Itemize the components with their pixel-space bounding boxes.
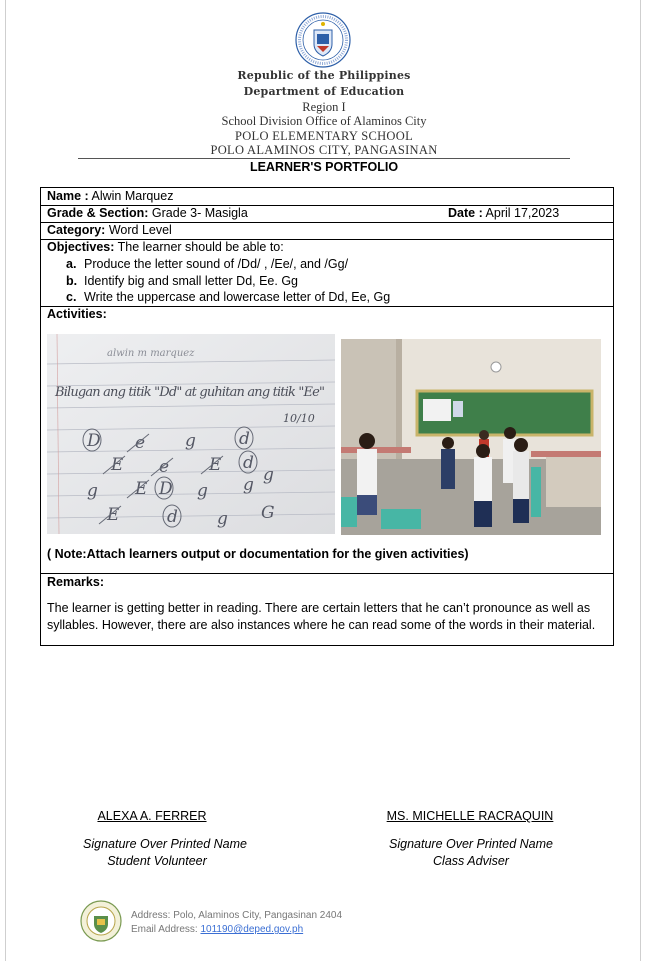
category-value: Word Level (108, 223, 172, 237)
worksheet-letter: g (263, 465, 274, 485)
worksheet-letter: E (111, 455, 124, 475)
category-label: Category: (47, 223, 106, 237)
worksheet-letter: g (185, 431, 196, 451)
objective-text: Produce the letter sound of /Dd/ , /Ee/, and /Gg/ (84, 257, 349, 271)
worksheet-letter: G (261, 503, 275, 523)
volunteer-signature-label: Signature Over Printed Name (83, 837, 247, 851)
remarks-text: The learner is getting better in reading. There are certain letters that he can’t pronounce as well as syllables. However, there are also instances where he can read some of the words in their material. (47, 601, 596, 632)
worksheet-photo (47, 334, 335, 534)
deped-seal-icon (295, 12, 351, 68)
worksheet-letter: e (159, 457, 170, 477)
footer-email-line (131, 924, 303, 935)
grade-value: Grade 3- Masigla (151, 206, 248, 220)
worksheet-letter: d (243, 453, 254, 473)
grade-row (47, 206, 248, 221)
worksheet-name-line: alwin m marquez (107, 348, 195, 359)
worksheet-letter: g (197, 481, 208, 501)
note-text: ( Note:Attach learners output or documentation for the given activities) (47, 547, 469, 561)
volunteer-role: Student Volunteer (107, 854, 207, 868)
school-logo-icon (80, 900, 122, 942)
footer-email-link[interactable]: 101190@deped.gov.ph (200, 924, 304, 935)
name-value: Alwin Marquez (91, 189, 174, 203)
objectives-intro: The learner should be able to: (117, 240, 284, 254)
worksheet-letter: D (87, 431, 101, 451)
worksheet-letter: d (167, 507, 178, 527)
header-region: Region I (302, 100, 346, 114)
worksheet-letter: E (135, 479, 148, 499)
objective-text: Write the uppercase and lowercase letter of Dd, Ee, Gg (84, 290, 391, 304)
worksheet-letter: E (107, 505, 120, 525)
worksheet-letter: g (217, 509, 228, 529)
worksheet-letter: g (243, 475, 254, 495)
header-divider (78, 158, 570, 159)
grade-label: Grade & Section: (47, 206, 149, 220)
worksheet-letter: E (209, 455, 222, 475)
objectives-row (47, 240, 284, 255)
footer-email-label: Email Address: (131, 924, 198, 935)
activities-label: Activities: (47, 307, 107, 321)
page-title: LEARNER'S PORTFOLIO (249, 160, 399, 174)
header-school: POLO ELEMENTARY SCHOOL (234, 129, 414, 143)
remarks-label: Remarks: (47, 575, 104, 589)
adviser-role: Class Adviser (433, 854, 509, 868)
date-value: April 17,2023 (485, 206, 560, 220)
objective-item (66, 257, 348, 272)
objective-letter: a. (66, 257, 77, 271)
classroom-photo (341, 339, 601, 535)
worksheet-letter: e (135, 433, 146, 453)
objectives-label: Objectives: (47, 240, 115, 254)
date-label: Date : (448, 206, 483, 220)
objective-text: Identify big and small letter Dd, Ee. Gg (84, 274, 298, 288)
name-label: Name : (47, 189, 89, 203)
worksheet-drawing (47, 334, 335, 534)
name-row (47, 189, 173, 204)
worksheet-letter: g (87, 481, 98, 501)
worksheet-letter: d (239, 429, 250, 449)
volunteer-name: ALEXA A. FERRER (97, 809, 207, 823)
classroom-drawing (341, 339, 601, 535)
worksheet-instruction: Bilugan ang titik "Dd" at guhitan ang titik "Ee" (55, 385, 325, 400)
row-divider (41, 306, 613, 307)
adviser-signature-label: Signature Over Printed Name (389, 837, 553, 851)
objective-item (66, 290, 390, 305)
worksheet-score: 10/10 (283, 412, 315, 425)
objective-item (66, 274, 298, 289)
header-address: POLO ALAMINOS CITY, PANGASINAN (210, 143, 438, 157)
header-division: School Division Office of Alaminos City (221, 114, 427, 128)
objective-letter: c. (66, 290, 77, 304)
portfolio-form (40, 187, 614, 646)
header-department: Department of Education (243, 85, 405, 98)
header-republic: Republic of the Philippines (237, 69, 411, 82)
objective-letter: b. (66, 274, 78, 288)
category-row (47, 223, 172, 238)
adviser-name: MS. MICHELLE RACRAQUIN (386, 809, 554, 823)
row-divider (41, 573, 613, 574)
date-field (448, 206, 559, 221)
footer-address: Address: Polo, Alaminos City, Pangasinan 2404 (131, 910, 343, 921)
worksheet-letter: D (159, 479, 173, 499)
